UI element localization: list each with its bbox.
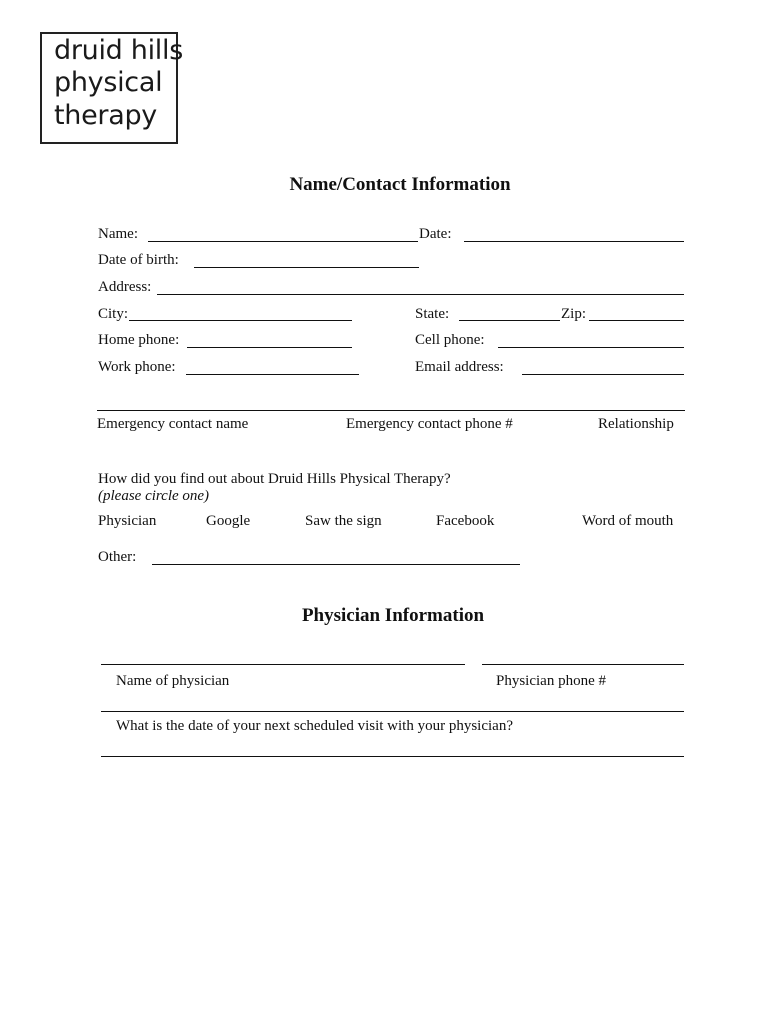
email-field[interactable] bbox=[522, 374, 684, 375]
physician-name-label: Name of physician bbox=[116, 673, 230, 689]
referral-option-google[interactable]: Google bbox=[206, 513, 251, 529]
address-label: Address: bbox=[98, 279, 152, 295]
logo-line-1: druid hills bbox=[54, 35, 183, 66]
referral-option-sign[interactable]: Saw the sign bbox=[305, 513, 382, 529]
referral-option-facebook[interactable]: Facebook bbox=[436, 513, 495, 529]
cell-phone-field[interactable] bbox=[498, 347, 684, 348]
city-field[interactable] bbox=[129, 320, 352, 321]
work-phone-field[interactable] bbox=[186, 374, 359, 375]
city-label: City: bbox=[98, 306, 129, 322]
home-phone-label: Home phone: bbox=[98, 332, 180, 348]
physician-name-field[interactable] bbox=[101, 664, 465, 665]
next-visit-field[interactable] bbox=[101, 756, 684, 757]
date-field[interactable] bbox=[464, 241, 684, 242]
referral-note: (please circle one) bbox=[98, 488, 210, 504]
state-field[interactable] bbox=[459, 320, 560, 321]
emergency-phone-label: Emergency contact phone # bbox=[346, 416, 513, 432]
email-label: Email address: bbox=[415, 359, 504, 375]
date-label: Date: bbox=[419, 226, 452, 242]
other-label: Other: bbox=[98, 549, 137, 565]
zip-label: Zip: bbox=[561, 306, 586, 322]
relationship-label: Relationship bbox=[598, 416, 674, 432]
physician-phone-field[interactable] bbox=[482, 664, 684, 665]
zip-field[interactable] bbox=[589, 320, 684, 321]
address-field[interactable] bbox=[157, 294, 684, 295]
name-field[interactable] bbox=[148, 241, 418, 242]
name-label: Name: bbox=[98, 226, 138, 242]
other-field[interactable] bbox=[152, 564, 520, 565]
home-phone-field[interactable] bbox=[187, 347, 352, 348]
dob-field[interactable] bbox=[194, 267, 419, 268]
emergency-name-label: Emergency contact name bbox=[97, 416, 249, 432]
emergency-contact-field[interactable] bbox=[97, 410, 685, 411]
referral-option-physician[interactable]: Physician bbox=[98, 513, 157, 529]
referral-question: How did you find out about Druid Hills Physical Therapy? bbox=[98, 471, 451, 487]
cell-phone-label: Cell phone: bbox=[415, 332, 485, 348]
state-label: State: bbox=[415, 306, 450, 322]
work-phone-label: Work phone: bbox=[98, 359, 176, 375]
separator-line bbox=[101, 711, 684, 712]
physician-section-title: Physician Information bbox=[301, 605, 485, 626]
logo bbox=[40, 32, 183, 144]
contact-section-title: Name/Contact Information bbox=[289, 174, 511, 195]
dob-label: Date of birth: bbox=[98, 252, 179, 268]
logo-line-3: therapy bbox=[54, 100, 157, 131]
next-visit-question: What is the date of your next scheduled visit with your physician? bbox=[116, 718, 513, 734]
physician-phone-label: Physician phone # bbox=[496, 673, 606, 689]
referral-option-word-of-mouth[interactable]: Word of mouth bbox=[582, 513, 674, 529]
logo-line-2: physical bbox=[54, 67, 163, 98]
